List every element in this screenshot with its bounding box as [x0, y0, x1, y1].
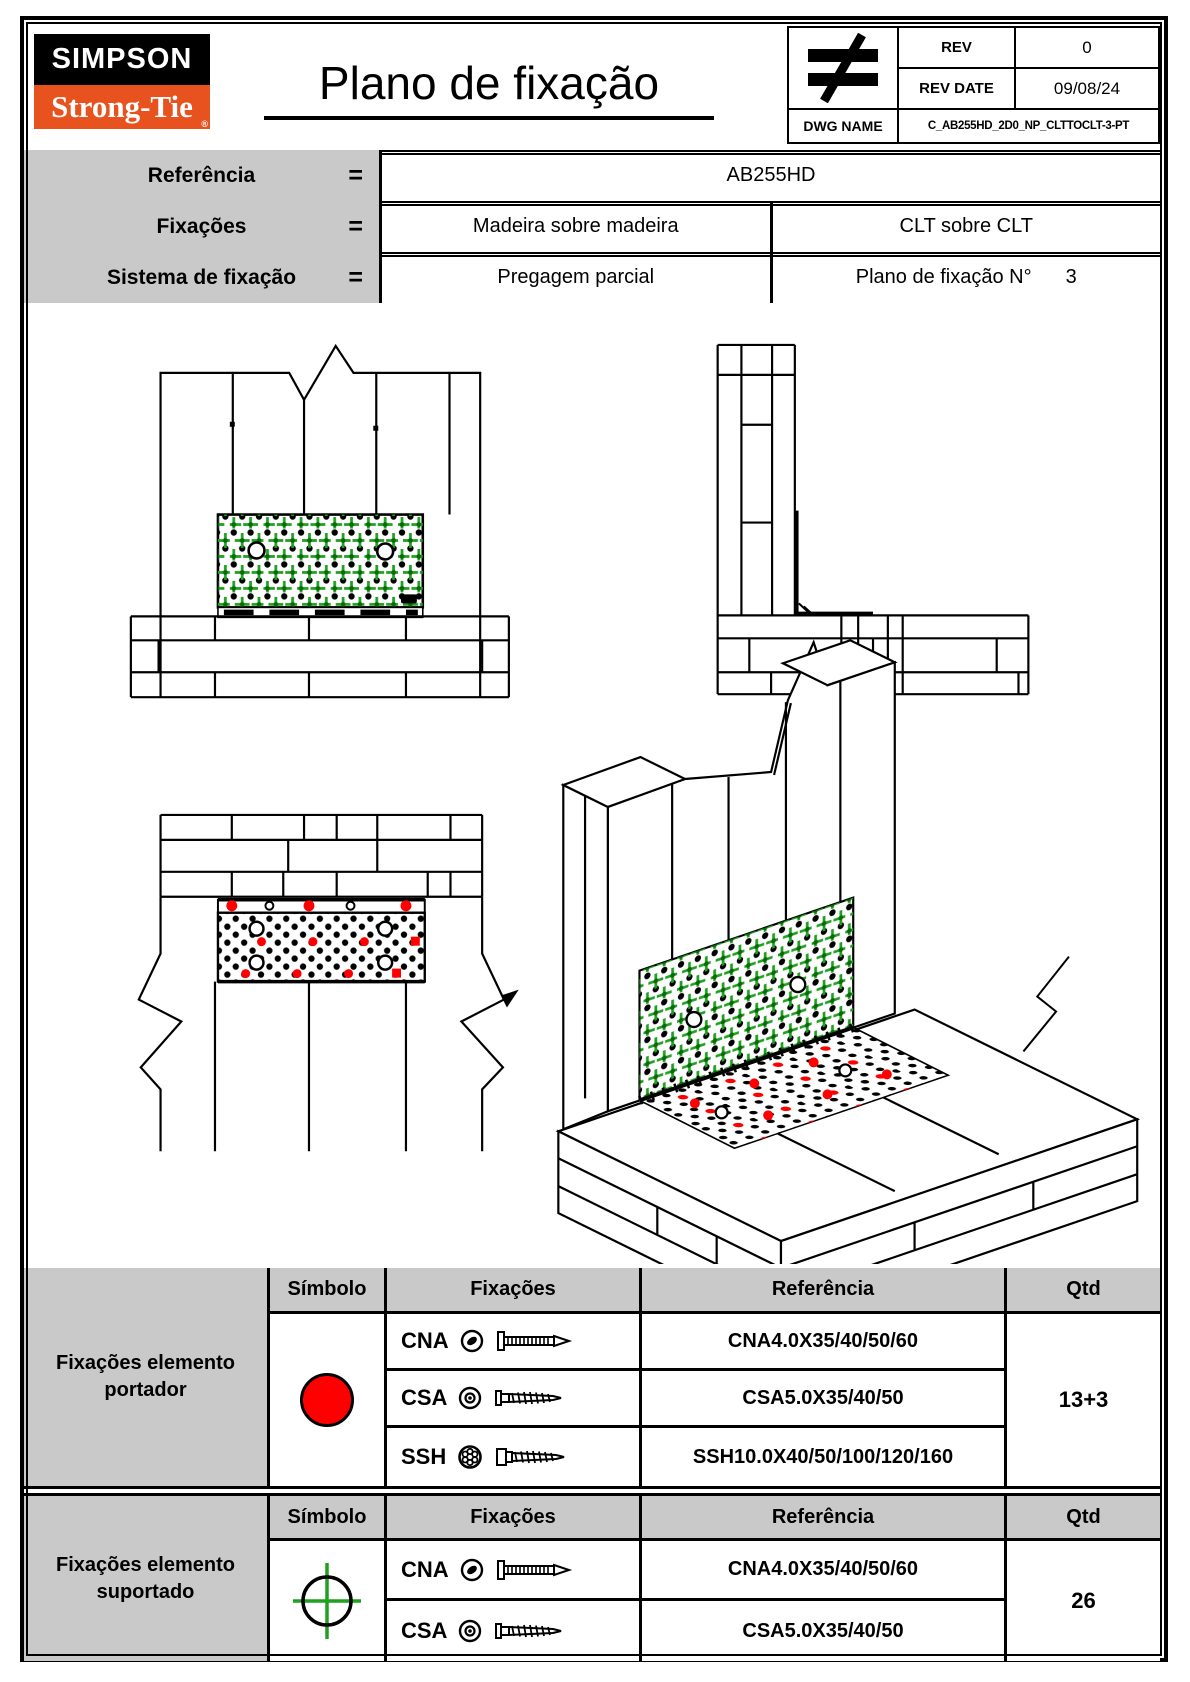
equals-sign: = — [348, 212, 363, 240]
page-title: Plano de fixação — [264, 56, 714, 120]
column-header-qtd: Qtd — [1007, 1496, 1160, 1541]
green-cross-circle-icon — [289, 1559, 365, 1643]
reference-csa: CSA5.0X35/40/50 — [642, 1371, 1007, 1428]
csa-screw-drawing — [493, 1618, 579, 1644]
technical-drawings — [24, 303, 1158, 1264]
fixings-table-portador — [24, 1268, 1160, 1489]
logo-simpson: SIMPSON — [34, 34, 210, 85]
cna-nail-drawing — [495, 1328, 581, 1354]
fixacoes-label: Fixações = — [24, 201, 382, 252]
csa-screw-drawing — [493, 1385, 579, 1411]
symbol-cell-portador — [270, 1314, 387, 1486]
qty-portador: 13+3 — [1007, 1314, 1160, 1486]
fixacoes-value-right: CLT sobre CLT — [899, 215, 1033, 237]
fixing-cell-csa: CSA — [387, 1371, 642, 1428]
side-view-drawing — [718, 345, 1029, 694]
equals-sign: = — [348, 161, 363, 189]
column-header-fixacoes: Fixações — [387, 1268, 642, 1314]
plan-view-drawing — [139, 815, 519, 1151]
reference-csa: CSA5.0X35/40/50 — [642, 1601, 1007, 1661]
column-header-simbolo: Símbolo — [270, 1496, 387, 1541]
referencia-value: AB255HD — [726, 164, 816, 186]
fixacoes-value-left: Madeira sobre madeira — [382, 201, 773, 252]
plano-number-cell: Plano de fixação N° 3 — [855, 266, 1077, 288]
sheet-frame — [20, 16, 1168, 1662]
reference-cna: CNA4.0X35/40/50/60 — [642, 1541, 1007, 1601]
column-header-simbolo: Símbolo — [270, 1268, 387, 1314]
fixing-cell-csa: CSA — [387, 1601, 642, 1661]
dwg-name-value: C_AB255HD_2D0_NP_CLTTOCLT-3-PT — [897, 108, 1160, 144]
symbol-cell-suportado — [270, 1541, 387, 1661]
reference-cna: CNA4.0X35/40/50/60 — [642, 1314, 1007, 1371]
column-header-referencia: Referência — [642, 1496, 1007, 1541]
logo-strongtie: Strong-Tie ® — [34, 85, 210, 129]
csa-head-icon — [457, 1385, 483, 1411]
ssh-head-icon — [456, 1443, 484, 1471]
fixing-cell-cna: CNA — [387, 1314, 642, 1371]
group-label-portador: Fixações elemento portador — [24, 1268, 270, 1486]
fixings-table-suportado — [24, 1493, 1160, 1661]
csa-head-icon — [457, 1618, 483, 1644]
rev-label: REV — [897, 26, 1016, 69]
red-circle-icon — [300, 1373, 354, 1427]
not-equal-icon — [787, 26, 899, 110]
dwg-name-label: DWG NAME — [787, 108, 899, 144]
info-row-fixacoes — [24, 201, 1160, 257]
revision-block — [787, 20, 1160, 150]
sistema-label: Sistema de fixação = — [24, 252, 382, 303]
column-header-qtd: Qtd — [1007, 1268, 1160, 1314]
fixing-cell-ssh: SSH — [387, 1428, 642, 1486]
title-block — [24, 20, 1160, 155]
referencia-label: Referência = — [24, 150, 382, 201]
sistema-value-left: Pregagem parcial — [382, 252, 773, 303]
qty-suportado: 26 — [1007, 1541, 1160, 1661]
group-label-suportado: Fixações elemento suportado — [24, 1496, 270, 1661]
equals-sign: = — [348, 263, 363, 291]
simpson-strongtie-logo — [34, 34, 210, 129]
cna-head-icon — [459, 1328, 485, 1354]
drawing-area — [24, 303, 1160, 1266]
plano-number-value: 3 — [1065, 266, 1077, 288]
reference-ssh: SSH10.0X40/50/100/120/160 — [642, 1428, 1007, 1486]
rev-date-label: REV DATE — [897, 67, 1016, 110]
front-view-drawing — [131, 346, 509, 697]
registered-mark: ® — [201, 119, 208, 129]
column-header-fixacoes: Fixações — [387, 1496, 642, 1541]
fixing-cell-cna: CNA — [387, 1541, 642, 1601]
rev-date-value: 09/08/24 — [1014, 67, 1160, 110]
cna-nail-drawing — [495, 1557, 581, 1583]
rev-value: 0 — [1014, 26, 1160, 69]
cna-head-icon — [459, 1557, 485, 1583]
info-row-sistema — [24, 252, 1160, 308]
column-header-referencia: Referência — [642, 1268, 1007, 1314]
ssh-screw-drawing — [494, 1444, 580, 1470]
info-row-referencia — [24, 150, 1160, 206]
isometric-view-drawing — [558, 640, 1137, 1264]
